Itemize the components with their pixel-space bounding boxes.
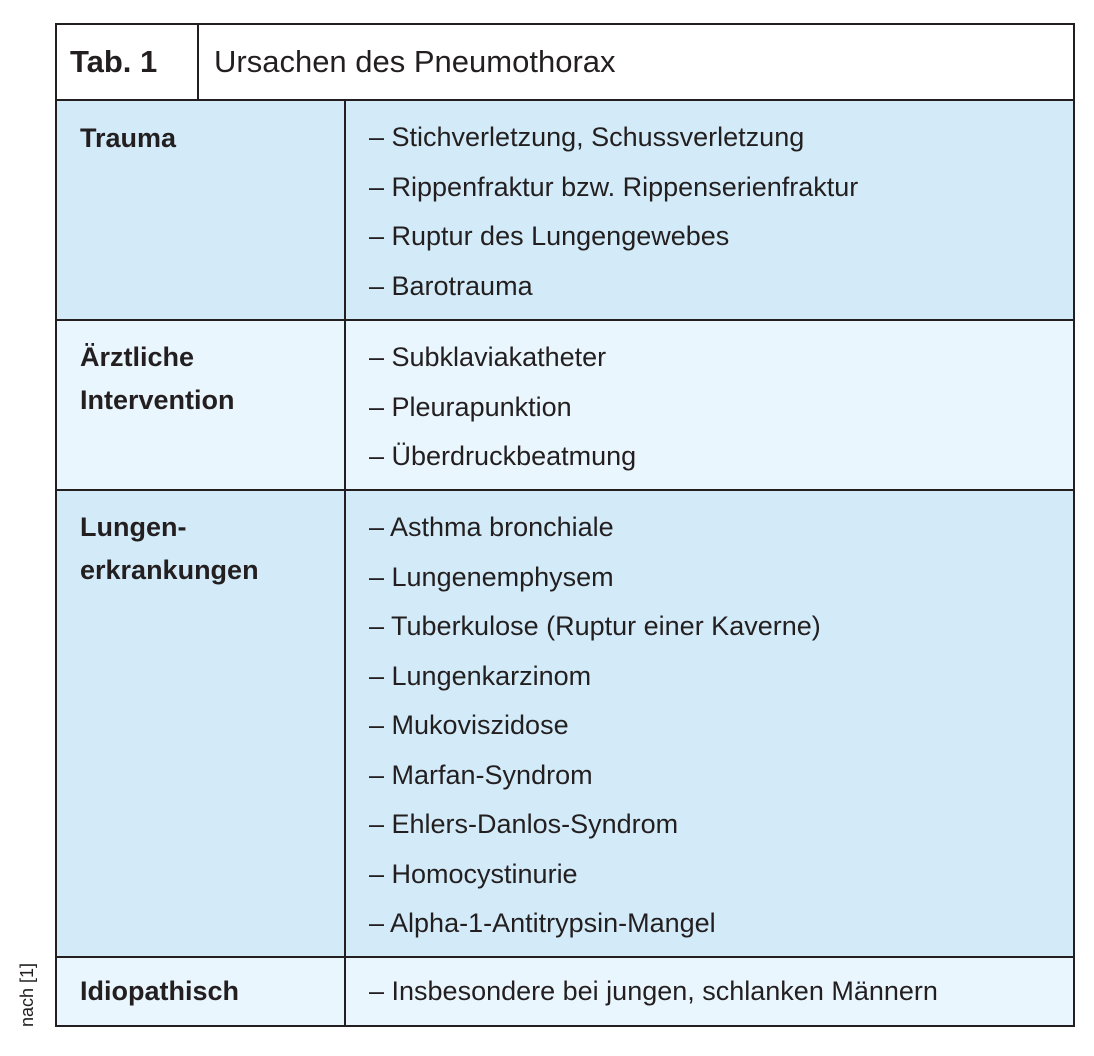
category-label: Trauma bbox=[80, 123, 177, 153]
table-number: Tab. 1 bbox=[57, 25, 199, 99]
list-item: – Lungenkarzinom bbox=[369, 660, 592, 691]
list-item: – Insbesondere bei jungen, schlanken Männern bbox=[369, 976, 938, 1006]
category-label: Idiopathisch bbox=[80, 976, 240, 1006]
list-item: – Ruptur des Lungengewebes bbox=[369, 221, 730, 251]
list-item: – Alpha-1-Antitrypsin-Mangel bbox=[369, 908, 716, 938]
table-title: Ursachen des Pneumothorax bbox=[214, 44, 616, 79]
list-item: – Rippenfraktur bzw. Rippenserienfraktur bbox=[369, 171, 859, 202]
category-label: erkrankungen bbox=[80, 555, 259, 585]
source-note: nach [1] bbox=[17, 962, 37, 1027]
items-cell bbox=[346, 967, 1073, 1017]
list-item: – Ehlers-Danlos-Syndrom bbox=[369, 809, 679, 839]
category-cell bbox=[57, 321, 346, 489]
list-item: – Subklaviakatheter bbox=[369, 342, 607, 372]
list-item: – Marfan-Syndrom bbox=[369, 759, 593, 790]
table-row-intervention bbox=[57, 321, 1073, 491]
table-header bbox=[57, 25, 1073, 101]
category-label: Ärztliche bbox=[80, 342, 195, 372]
list-item: – Asthma bronchiale bbox=[369, 512, 614, 542]
causes-table bbox=[55, 23, 1075, 1027]
category-label: Intervention bbox=[80, 385, 235, 415]
items-cell bbox=[346, 333, 1073, 482]
list-item: – Homocystinurie bbox=[369, 858, 578, 889]
items-cell bbox=[346, 113, 1073, 311]
table-row-idiopathic bbox=[57, 958, 1073, 1025]
list-item: – Pleurapunktion bbox=[369, 391, 572, 422]
items-cell bbox=[346, 503, 1073, 949]
category-label: Lungen- bbox=[80, 512, 187, 542]
category-cell bbox=[57, 958, 346, 1025]
category-cell bbox=[57, 101, 346, 319]
list-item: – Lungenemphysem bbox=[369, 561, 614, 592]
list-item: – Mukoviszidose bbox=[369, 710, 569, 740]
category-cell bbox=[57, 491, 346, 956]
list-item: – Tuberkulose (Ruptur einer Kaverne) bbox=[369, 611, 821, 641]
table-row-lung-diseases bbox=[57, 491, 1073, 958]
table-row-trauma bbox=[57, 101, 1073, 321]
list-item: – Überdruckbeatmung bbox=[369, 441, 637, 471]
list-item: – Stichverletzung, Schussverletzung bbox=[369, 122, 805, 152]
list-item: – Barotrauma bbox=[369, 270, 533, 301]
